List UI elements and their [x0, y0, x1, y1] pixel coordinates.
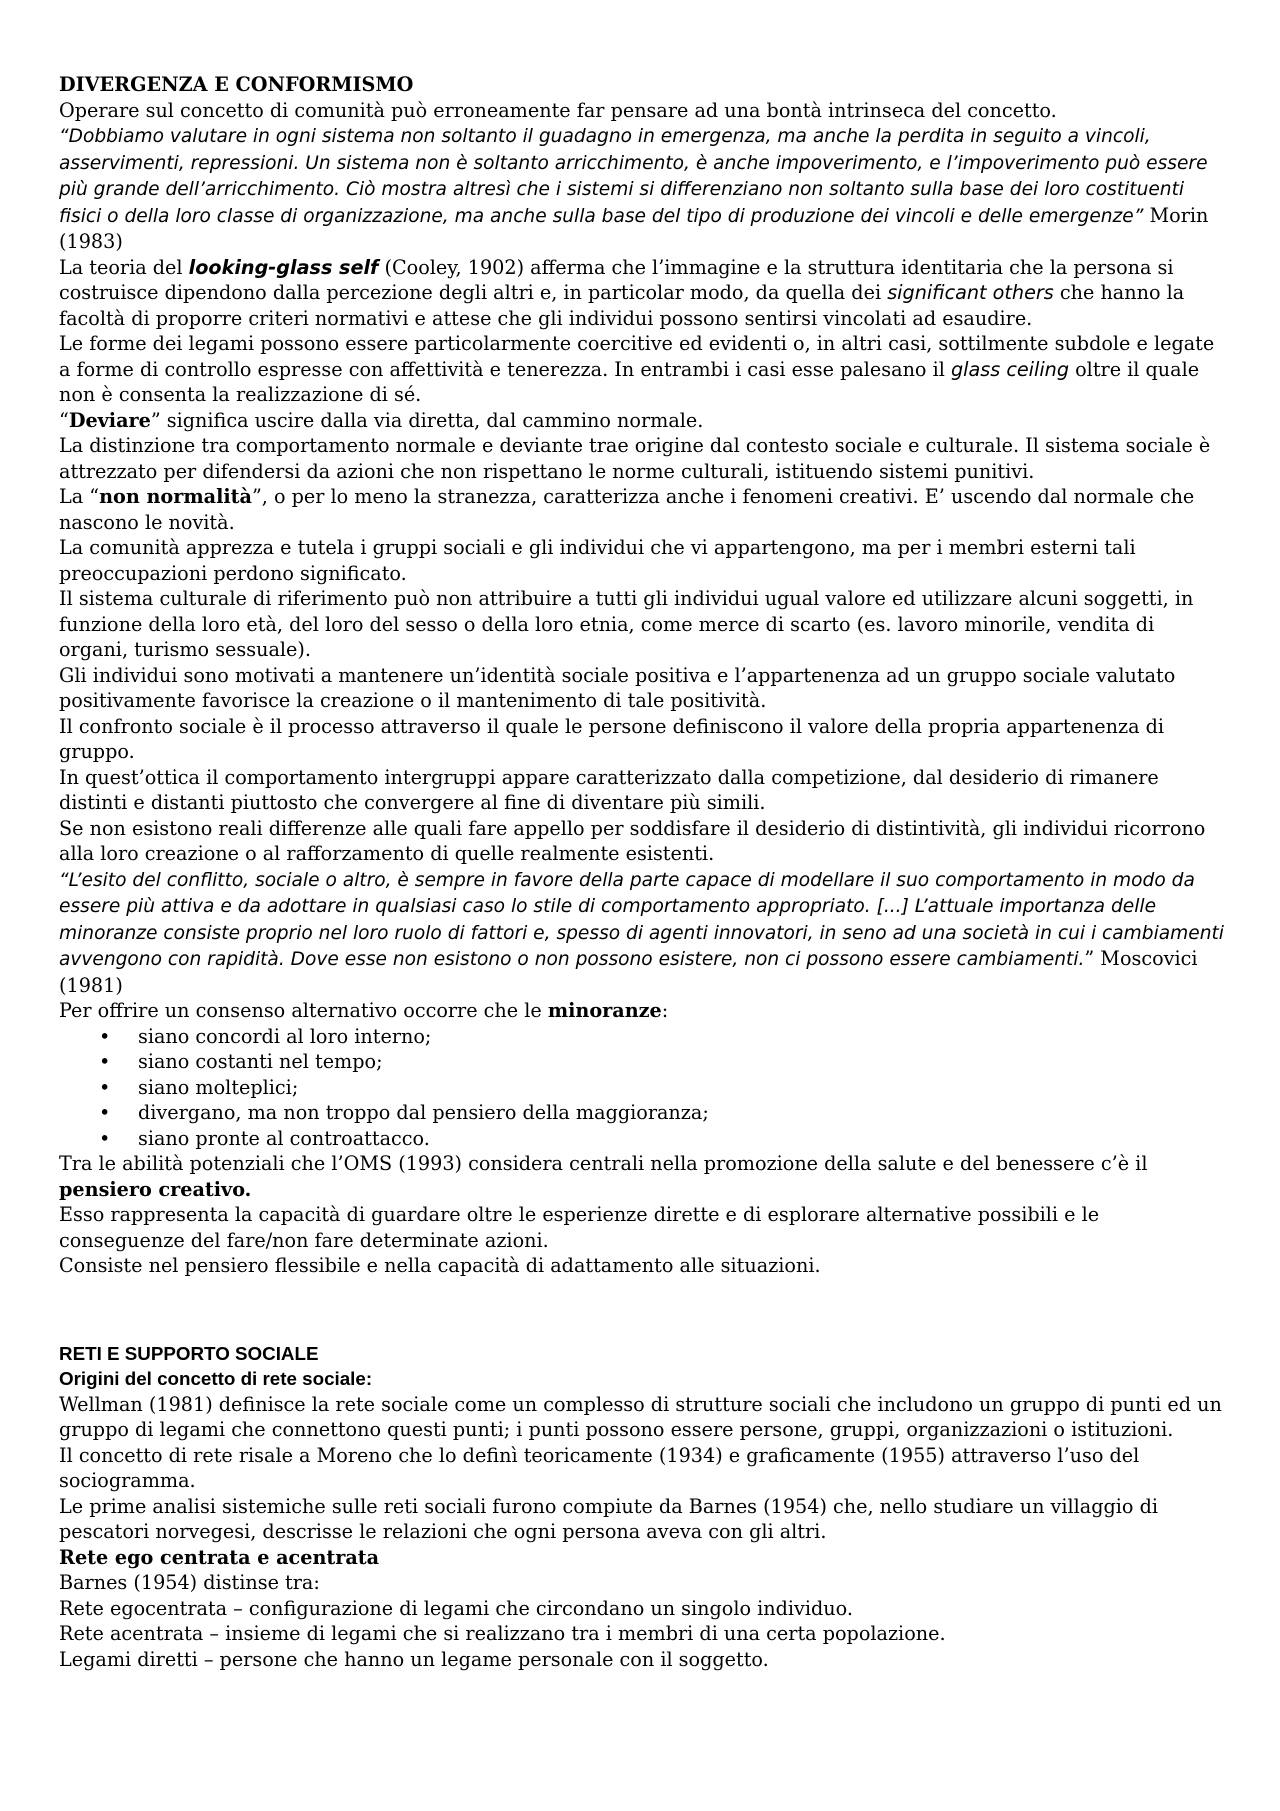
bullet-list-minoranze — [59, 1024, 1229, 1152]
list-item: • siano concordi al loro interno; — [59, 1024, 1229, 1050]
quote-moscovici-cite: ” Moscovici (1981) — [59, 947, 1198, 997]
term-minoranze: minoranze — [547, 999, 662, 1022]
paragraph-egocentrata: Rete egocentrata – configurazione di legami che circondano un singolo individuo. — [59, 1596, 853, 1620]
paragraph-oms — [59, 1151, 1229, 1202]
term-non-normalita: non normalità — [99, 485, 252, 508]
section-title-reti: RETI E SUPPORTO SOCIALE — [59, 1342, 319, 1364]
paragraph-acentrata: Rete acentrata – insieme di legami che si realizzano tra i membri di una certa popolazione. — [59, 1622, 946, 1645]
text-run: Per offrire un consenso alternativo occorre che le — [59, 999, 548, 1022]
term-significant-others: significant others — [887, 281, 1054, 304]
document-page — [59, 72, 1229, 1672]
text-run: La teoria del — [59, 255, 189, 279]
subtitle-origini: Origini del concetto di rete sociale: — [59, 1368, 373, 1389]
paragraph-comunita: La comunità apprezza e tutela i gruppi sociali e gli individui che vi appartengono, ma per i membri esterni tali preoccupazioni perdono significato. — [59, 536, 1136, 585]
list-item: • siano molteplici; — [59, 1075, 1229, 1101]
term-deviare: Deviare — [68, 408, 151, 432]
term-pensiero-creativo: pensiero creativo. — [59, 1177, 252, 1201]
text-run: “ — [59, 408, 69, 432]
paragraph-ottica: In quest’ottica il comportamento intergruppi appare caratterizzato dalla competizione, dal desiderio di rimanere distinti e distanti piuttosto che convergere al fine di diventare più simili. — [59, 765, 1159, 814]
paragraph-differenze: Se non esistono reali differenze alle quali fare appello per soddisfare il desiderio di distintività, gli individui ricorrono alla loro creazione o al rafforzamento di quelle realmente esistenti. — [59, 816, 1206, 865]
text-run: ”, o per lo meno la stranezza, caratterizza anche i fenomeni creativi. E’ uscendo dal normale che nascono le novità. — [59, 485, 1195, 534]
list-item: • siano pronte al controattacco. — [59, 1126, 1229, 1152]
quote-morin-text: “Dobbiamo valutare in ogni sistema non soltanto il guadagno in emergenza, ma anche la perdita in seguito a vincoli, asservimenti, repressioni. Un sistema non è soltanto arricchimento, è anche impoverimento, e l’impoverimento può essere più grande dell’arricchimento. Ciò mostra altresì che i sistemi si differenziano non soltanto sulla base dei loro costituenti fisici o della loro classe di organizzazione, ma anche sulla base del tipo di produzione dei vincoli e delle emergenze” — [59, 126, 1208, 227]
text-run: che hanno la facoltà di proporre criteri normativi e attese che gli individui possono sentirsi vincolati ad esaudire. — [59, 281, 1185, 330]
term-glass-ceiling: glass ceiling — [950, 357, 1070, 381]
paragraph-moreno: Il concetto di rete risale a Moreno che lo definì teoricamente (1934) e graficamente (1955) attraverso l’uso del sociogramma. — [59, 1443, 1140, 1492]
quote-morin — [59, 123, 1229, 255]
text-run: Tra le abilità potenziali che l’OMS (1993) considera centrali nella promozione della salute e del benessere c’è il — [59, 1152, 1148, 1175]
paragraph-cooley — [59, 255, 1229, 332]
text-run: : — [661, 999, 669, 1022]
paragraph-confronto: Il confronto sociale è il processo attraverso il quale le persone definiscono il valore della propria appartenenza di gruppo. — [59, 714, 1165, 763]
paragraph-consiste: Consiste nel pensiero flessibile e nella capacità di adattamento alle situazioni. — [59, 1254, 821, 1277]
paragraph-non-normalita — [59, 484, 1229, 535]
paragraph-deviare — [59, 408, 1229, 434]
term-looking-glass-self: looking-glass self — [188, 255, 379, 279]
paragraph-sistema-culturale: Il sistema culturale di riferimento può non attribuire a tutti gli individui ugual valore ed utilizzare alcuni soggetti, in funzione della loro età, del loro del sesso o della loro etnia, come merce di scarto (es. lavoro minorile, vendita di organi, turismo sessuale). — [59, 587, 1194, 661]
paragraph-distinzione: La distinzione tra comportamento normale e deviante trae origine dal contesto sociale e culturale. Il sistema sociale è attrezzato per difendersi da azioni che non rispettano le norme culturali, istituendo sistemi punitivi. — [59, 434, 1211, 483]
paragraph-legami-diretti: Legami diretti – persone che hanno un legame personale con il soggetto. — [59, 1647, 769, 1671]
paragraph-legami — [59, 331, 1229, 408]
paragraph-wellman: Wellman (1981) definisce la rete sociale come un complesso di strutture sociali che includono un gruppo di punti ed un gruppo di legami che connettono questi punti; i punti possono essere persone, gruppi, organizzazioni o istituzioni. — [59, 1392, 1222, 1441]
section-spacer — [59, 1279, 1229, 1341]
text-run: (Cooley, 1902) afferma che l’immagine e la struttura identitaria che la persona si costruisce dipendono dalla percezione degli altri e, in particolar modo, da quella dei — [59, 255, 1174, 304]
list-item: • divergano, ma non troppo dal pensiero della maggioranza; — [59, 1100, 1229, 1126]
paragraph-identita: Gli individui sono motivati a mantenere un’identità sociale positiva e l’appartenenza ad un gruppo sociale valutato positivamente favorisce la creazione o il mantenimento di tale positività. — [59, 663, 1176, 712]
paragraph-intro: Operare sul concetto di comunità può erroneamente far pensare ad una bontà intrinseca del concetto. — [59, 98, 1057, 122]
section-title-divergenza: DIVERGENZA E CONFORMISMO — [59, 73, 414, 96]
text-run: oltre il quale non è consenta la realizzazione di sé. — [59, 357, 1200, 406]
quote-moscovici — [59, 867, 1229, 999]
quote-moscovici-text: “L’esito del conflitto, sociale o altro, è sempre in favore della parte capace di modellare il suo comportamento in modo da essere più attiva e da adottare in qualsiasi caso lo stile di comportamento appropriato. [...] L’attuale importanza delle minoranze consiste proprio nel loro ruolo di fattori e, spesso di agenti innovatori, in seno ad una società in cui i cambiamenti avvengono con rapidità. Dove esse non esistono o non possono esistere, non ci possono essere cambiamenti. — [59, 869, 1224, 970]
paragraph-esso: Esso rappresenta la capacità di guardare oltre le esperienze dirette e di esplorare alternative possibili e le conseguenze del fare/non fare determinate azioni. — [59, 1203, 1100, 1252]
list-item: • siano costanti nel tempo; — [59, 1049, 1229, 1075]
text-run: La “ — [59, 485, 100, 508]
heading-rete-ego: Rete ego centrata e acentrata — [59, 1545, 380, 1569]
paragraph-barnes: Le prime analisi sistemiche sulle reti sociali furono compiute da Barnes (1954) che, nello studiare un villaggio di pescatori norvegesi, descrisse le relazioni che ogni persona aveva con gli altri. — [59, 1494, 1158, 1543]
quote-morin-cite: Morin (1983) — [59, 203, 1209, 253]
text-run: Le forme dei legami possono essere particolarmente coercitive ed evidenti o, in altri casi, sottilmente subdole e legate a forme di controllo espresse con affettività e tenerezza. In entrambi i casi esse palesano il — [59, 332, 1215, 381]
paragraph-distinse: Barnes (1954) distinse tra: — [59, 1571, 320, 1594]
text-run: ” significa uscire dalla via diretta, dal cammino normale. — [150, 408, 704, 432]
paragraph-consenso — [59, 998, 1229, 1024]
